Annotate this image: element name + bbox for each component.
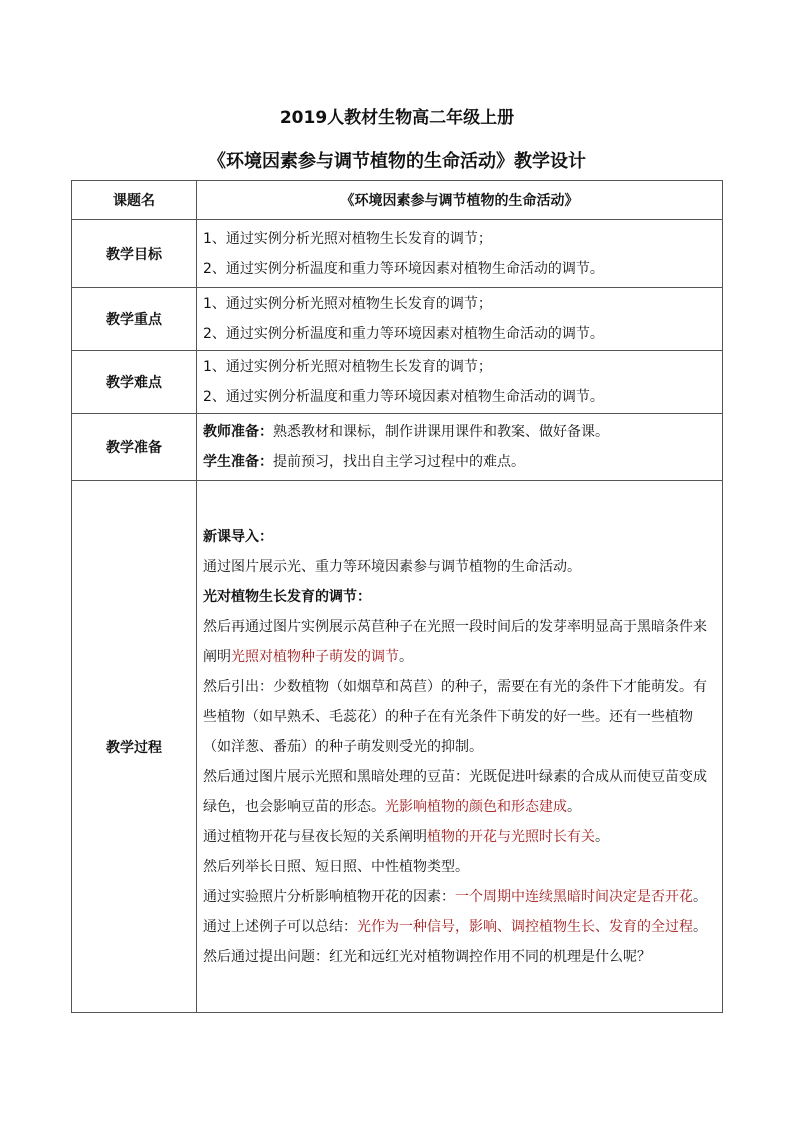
document-subtitle: 《环境因素参与调节植物的生命活动》教学设计 <box>208 151 586 172</box>
paragraph-6-highlight: 一个周期中连续黑暗时间决定是否开花 <box>455 888 693 905</box>
key-points-label: 教学重点 <box>72 288 197 351</box>
paragraph-1-text: 然后再通过图片实例展示莴苣种子在光照一段时间后的发芽率明显高于黑暗条件来阐明 <box>203 618 707 665</box>
student-preparation-text: 提前预习，找出自主学习过程中的难点。 <box>273 454 525 470</box>
paragraph-4 <box>203 822 716 852</box>
difficulty-item: 1、通过实例分析光照对植物生长发育的调节； <box>203 359 492 375</box>
goal-item: 1、通过实例分析光照对植物生长发育的调节； <box>203 230 492 247</box>
intro-text: 通过图片展示光、重力等环境因素参与调节植物的生命活动。 <box>203 558 581 575</box>
difficulty-item: 2、通过实例分析温度和重力等环境因素对植物生命活动的调节。 <box>203 389 604 405</box>
paragraph-6 <box>203 882 716 912</box>
paragraph-6-text: 通过实验照片分析影响植物开花的因素： <box>203 888 455 905</box>
document-title: 2019人教材生物高二年级上册 <box>279 108 515 128</box>
paragraph-3-highlight: 光影响植物的颜色和形态建成 <box>385 798 567 815</box>
paragraph-1-highlight: 光照对植物种子萌发的调节 <box>231 648 399 665</box>
paragraph-1-end: 。 <box>399 648 413 665</box>
paragraph-8: 然后通过提出问题：红光和远红光对植物调控作用不同的机理是什么呢？ <box>203 948 651 965</box>
lesson-plan-table <box>71 180 723 1013</box>
topic-label: 课题名 <box>72 181 197 220</box>
paragraph-4-end: 。 <box>595 828 609 845</box>
process-content <box>197 481 723 1013</box>
goals-label: 教学目标 <box>72 220 197 288</box>
paragraph-6-end: 。 <box>693 888 707 905</box>
topic-value: 《环境因素参与调节植物的生命活动》 <box>197 181 723 220</box>
paragraph-7-highlight: 光作为一种信号，影响、调控植物生长、发育的全过程 <box>357 918 693 935</box>
process-row <box>72 481 723 1013</box>
paragraph-7 <box>203 912 716 942</box>
topic-row <box>72 181 723 220</box>
teacher-preparation-text: 熟悉教材和课标，制作讲课用课件和教案、做好备课。 <box>273 424 609 440</box>
intro-heading: 新课导入： <box>203 528 273 545</box>
paragraph-4-text: 通过植物开花与昼夜长短的关系阐明 <box>203 828 427 845</box>
student-preparation <box>203 447 716 477</box>
paragraph-3-end: 。 <box>567 798 581 815</box>
preparation-content <box>197 414 723 481</box>
goals-content <box>197 220 723 288</box>
process-label: 教学过程 <box>72 481 197 1013</box>
light-heading: 光对植物生长发育的调节： <box>203 588 371 605</box>
paragraph-5: 然后列举长日照、短日照、中性植物类型。 <box>203 858 469 875</box>
teacher-preparation-label: 教师准备： <box>203 424 273 440</box>
difficulties-content <box>197 351 723 414</box>
difficulties-label: 教学难点 <box>72 351 197 414</box>
key-point-item: 1、通过实例分析光照对植物生长发育的调节； <box>203 296 492 312</box>
paragraph-3 <box>203 762 716 822</box>
teacher-preparation <box>203 417 716 447</box>
goals-row <box>72 220 723 288</box>
preparation-row <box>72 414 723 481</box>
paragraph-7-text: 通过上述例子可以总结： <box>203 918 357 935</box>
key-points-content <box>197 288 723 351</box>
goal-item: 2、通过实例分析温度和重力等环境因素对植物生命活动的调节。 <box>203 260 604 277</box>
preparation-label: 教学准备 <box>72 414 197 481</box>
paragraph-3-text: 然后通过图片展示光照和黑暗处理的豆苗：光既促进叶绿素的合成从而使豆苗变成绿色，也会影响豆苗的形态。 <box>203 768 707 815</box>
paragraph-2: 然后引出：少数植物（如烟草和莴苣）的种子，需要在有光的条件下才能萌发。有些植物（如早熟禾、毛蕊花）的种子在有光条件下萌发的好一些。还有一些植物（如洋葱、番茄）的种子萌发则受光的抑制。 <box>203 678 707 755</box>
student-preparation-label: 学生准备： <box>203 454 273 470</box>
key-point-item: 2、通过实例分析温度和重力等环境因素对植物生命活动的调节。 <box>203 326 604 342</box>
key-points-row <box>72 288 723 351</box>
paragraph-4-highlight: 植物的开花与光照时长有关 <box>427 828 595 845</box>
paragraph-7-end: 。 <box>693 918 707 935</box>
paragraph-1 <box>203 612 716 672</box>
difficulties-row <box>72 351 723 414</box>
